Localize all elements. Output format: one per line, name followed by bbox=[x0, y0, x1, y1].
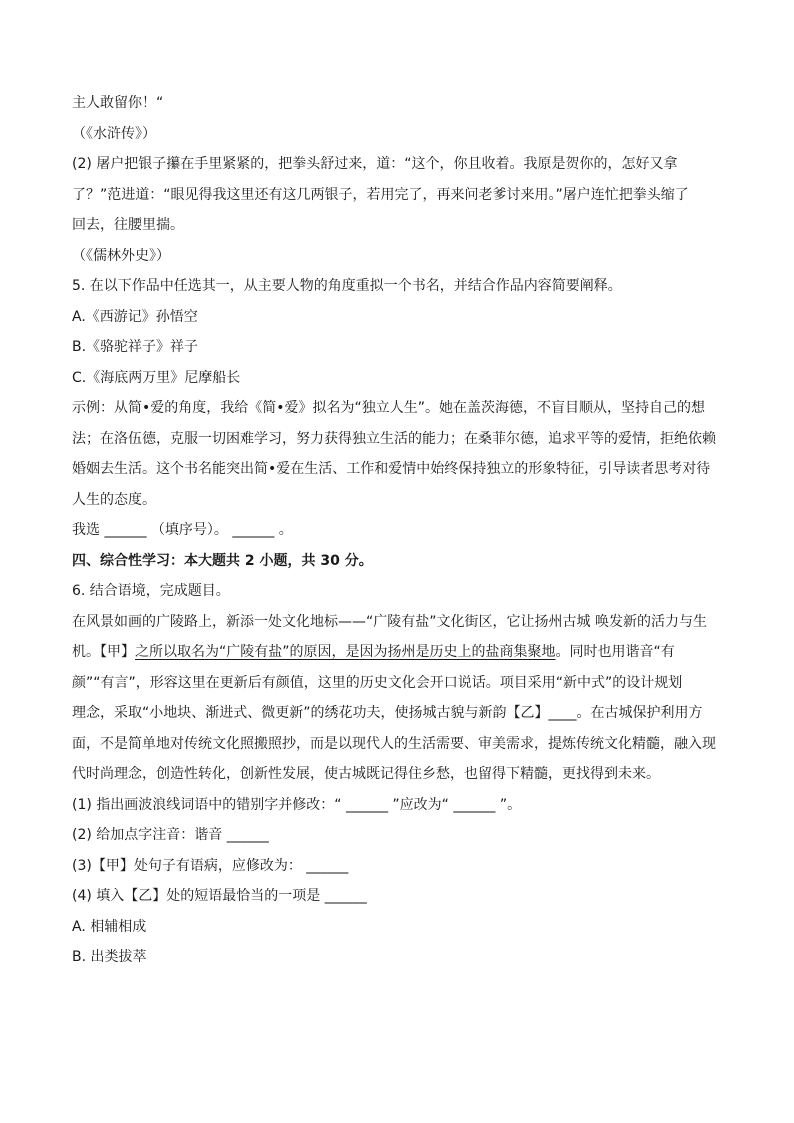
document-body bbox=[72, 88, 722, 973]
source-citation: （《水浒传》） bbox=[72, 125, 156, 142]
text-line: 主人敢留你！“ bbox=[72, 95, 164, 111]
text-line: (2) 屠户把银子攥在手里紧紧的，把拳头舒过来，道：“这个，你且收着。我原是贺你的，怎好又拿 bbox=[72, 156, 678, 172]
example-text: 法；在洛伍德，克服一切困难学习，努力获得独立生活的能力；在桑菲尔德，追求平等的爱情，拒绝依赖 bbox=[72, 430, 716, 447]
example-text: 人生的态度。 bbox=[72, 491, 156, 508]
option-c: C.《海底两万里》尼摩船长 bbox=[72, 369, 241, 386]
passage-line: 颜”“有言”，形容这里在更新后有颜值，这里的历史文化会开口说话。项目采用“新中式”的设计规划 bbox=[72, 674, 683, 691]
passage-line: 面，不是简单地对传统文化照搬照抄，而是以现代人的生活需要、审美需求，提炼传统文化精髓，融入现 bbox=[72, 735, 716, 752]
choice-a: A. 相辅相成 bbox=[72, 918, 147, 935]
subquestion-3: (3)【甲】处句子有语病，应修改为： ______ bbox=[72, 857, 349, 874]
section-heading: 四、综合性学习：本大题共 2 小题，共 30 分。 bbox=[72, 552, 373, 569]
example-text: 婚姻去生活。这个书名能突出简•爱在生活、工作和爱情中始终保持独立的形象特征，引导读者思考对待 bbox=[72, 461, 711, 477]
text-line: 回去，往腰里揣。 bbox=[72, 217, 184, 233]
question-6-title: 6. 结合语境，完成题目。 bbox=[72, 583, 230, 599]
source-citation: （《儒林外史》） bbox=[72, 247, 170, 264]
passage-fragment: 。同时也用谐音“有 bbox=[555, 644, 675, 660]
subquestion-2: (2) 给加点字注音：谐音 ______ bbox=[72, 827, 269, 843]
passage-line bbox=[72, 637, 722, 668]
question-5: 5. 在以下作品中任选其一，从主要人物的角度重拟一个书名，并结合作品内容简要阐释。 bbox=[72, 278, 622, 294]
choice-b: B. 出类拔萃 bbox=[72, 949, 147, 965]
text-line: 了？”范进道：“眼见得我这里还有这几两银子，若用完了，再来问老爹讨来用。”屠户连忙把拳头缩了 bbox=[72, 186, 689, 203]
example-text: 示例：从简•爱的角度，我给《简•爱》拟名为“独立人生”。她在盖茨海德，不盲目顺从，坚持自己的想 bbox=[72, 400, 706, 416]
passage-line: 理念，采取“小地块、渐进式、微更新”的绣花功夫，使扬城古貌与新韵【乙】____。在古城保护利用方 bbox=[72, 705, 703, 721]
option-a: A.《西游记》孙悟空 bbox=[72, 308, 198, 325]
subquestion-4: (4) 填入【乙】处的短语最恰当的一项是 ______ bbox=[72, 888, 367, 904]
passage-fragment: 机。【甲】 bbox=[72, 644, 135, 660]
passage-line: 代时尚理念，创造性转化，创新性发展，使古城既记得住乡愁，也留得下精髓，更找得到未来。 bbox=[72, 766, 660, 782]
answer-line: 我选 ______ （填序号）。 ______ 。 bbox=[72, 522, 293, 538]
passage-line: 在风景如画的广陵路上，新添一处文化地标——“广陵有盐”文化街区，它让扬州古城 唤发新的活力与生 bbox=[72, 613, 707, 630]
underlined-sentence: 之所以取名为“广陵有盐”的原因，是因为扬州是历史上的盐商集聚地 bbox=[135, 644, 556, 660]
option-b: B.《骆驼祥子》祥子 bbox=[72, 339, 199, 355]
subquestion-1: (1) 指出画波浪线词语中的错别字并修改：“ ______ ”应改为“ ______ ”。 bbox=[72, 796, 522, 813]
